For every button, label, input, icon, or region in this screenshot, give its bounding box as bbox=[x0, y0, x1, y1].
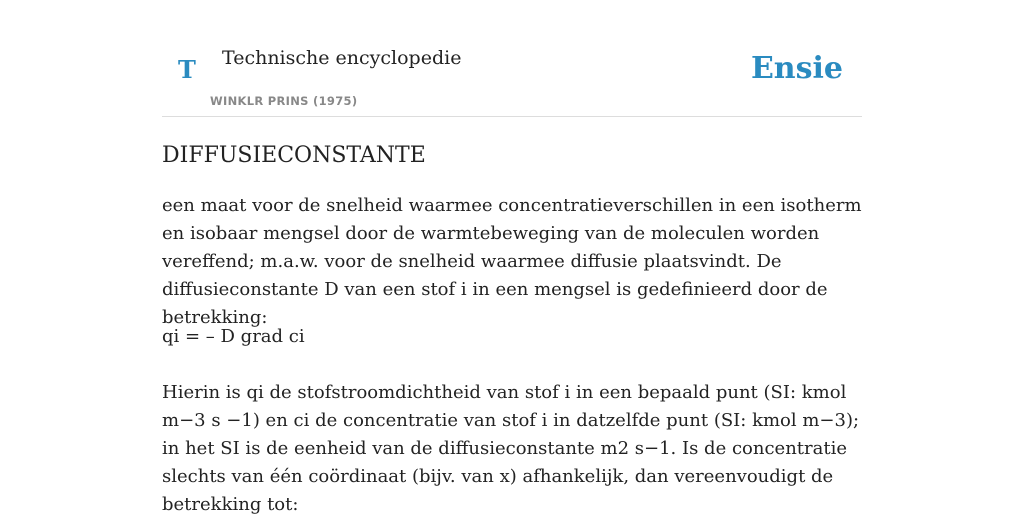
site-header bbox=[162, 0, 862, 117]
entry-paragraph: Hierin is qi de stofstroomdichtheid van stof i in een bepaald punt (SI: kmol m−3 s −1) en ci de concentratie van stof i in datzelfde punt (SI: kmol m−3); in het SI is de eenheid van de diffusieconstante m2 s−1. Is de concentratie slechts van één coördinaat (bijv. van x) afhankelijk, dan vereenvoudigt de betrekking tot: bbox=[162, 382, 860, 515]
site-title[interactable]: Technische encyclopedie bbox=[222, 47, 462, 69]
brand-logo[interactable]: Ensie bbox=[750, 51, 843, 86]
source-label: WINKLR PRINS (1975) bbox=[210, 94, 358, 108]
page-content bbox=[162, 0, 862, 515]
entry-paragraph: een maat voor de snelheid waarmee concentratieverschillen in een isotherm en isobaar mengsel door de warmtebeweging van de moleculen worden vereffend; m.a.w. voor de snelheid waarmee diffusie plaatsvindt. De diffusieconstante D van een stof i in een mengsel is gedefinieerd door de betrekking: bbox=[162, 195, 862, 328]
logo-t-icon[interactable]: T bbox=[178, 55, 196, 84]
entry-title: DIFFUSIECONSTANTE bbox=[162, 143, 426, 168]
formula: qi = – D grad ci bbox=[162, 326, 305, 347]
